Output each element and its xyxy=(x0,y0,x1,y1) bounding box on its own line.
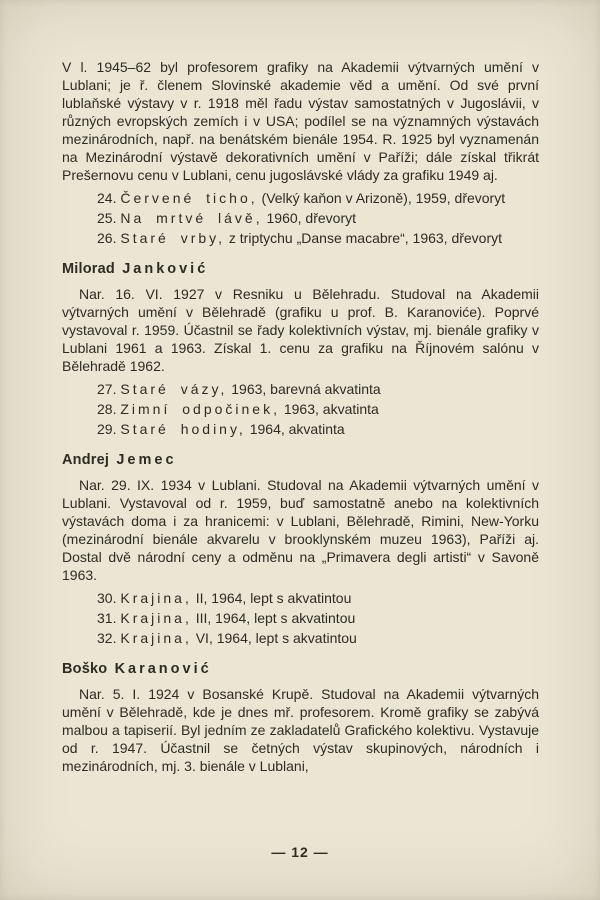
work-details: 1963, akvatinta xyxy=(283,401,379,417)
work-item-26 xyxy=(62,229,539,247)
work-item-27 xyxy=(62,380,539,398)
work-details: 1963, barevná akvatinta xyxy=(231,381,381,397)
work-title: Staré hodiny, xyxy=(120,421,246,437)
artist-bio: Nar. 29. IX. 1934 v Lublani. Studoval na Akademii výtvarných umění v Lublani. Vystavoval od r. 1959, buď samostatně anebo na kolektivních výstavách doma i za hranicemi: v Lublani, Bělehradě, Rimini, New-Yorku (mezinárodní bienále akvarelu v brooklynském muzeu 1963), Paříži aj. Dostal dvě národní ceny a odměnu na „Primavera degli artisti“ v Savoně 1963. xyxy=(62,477,539,583)
work-number: 32. xyxy=(97,630,117,646)
work-number: 28. xyxy=(97,401,117,417)
artist-last-name: Janković xyxy=(122,261,209,277)
work-item-28 xyxy=(62,400,539,418)
work-number: 29. xyxy=(97,421,117,437)
artist-first-name: Milorad xyxy=(62,261,115,277)
artist-bio: Nar. 16. VI. 1927 v Resniku u Bělehradu. Studoval na Akademii výtvarných umění v Bělehradě (grafiku u prof. B. Karanoviće). Poprvé vystavoval r. 1959. Účastnil se řady kolektivních výstav, mj. bienále grafiky v Lublani 1961 a 1963. Získal 1. cenu za grafiku na Říjnovém salónu v Bělehradě 1962. xyxy=(62,286,539,374)
artist-heading xyxy=(62,660,539,678)
intro-paragraph: V l. 1945–62 byl profesorem grafiky na Akademii výtvarných umění v Lublani; je ř. členem Slovinské akademie věd a umění. Od své první lublaňské výstavy v r. 1918 měl řadu výstav samostatných v Jugoslávii, v různých evropských zemích i v USA; podílel se na významných výstavách mezinárodních, např. na benátském bienále 1954. R. 1925 byl vyznamenán na Mezinárodní výstavě dekorativních umění v Paříži; dále získal třikrát Prešernovu cenu v Lublani, cenu jugoslávské vlády za grafiku 1949 aj. xyxy=(62,59,539,183)
work-number: 30. xyxy=(97,590,117,606)
work-details: 1960, dřevoryt xyxy=(266,210,356,226)
page-number: — 12 — xyxy=(271,844,329,860)
work-number: 31. xyxy=(97,610,117,626)
work-number: 27. xyxy=(97,381,117,397)
work-item-32 xyxy=(62,629,539,647)
work-title: Na mrtvé lávě, xyxy=(120,210,263,226)
work-item-31 xyxy=(62,609,539,627)
work-details: II, 1964, lept s akvatintou xyxy=(195,590,352,606)
work-title: Staré vázy, xyxy=(120,381,228,397)
page-content xyxy=(62,58,539,777)
section-karanovic xyxy=(62,660,539,775)
work-title: Krajina, xyxy=(120,590,192,606)
artist-first-name: Andrej xyxy=(62,452,110,468)
artist-last-name: Karanović xyxy=(114,661,212,677)
work-number: 25. xyxy=(97,210,117,226)
work-details: 1964, akvatinta xyxy=(249,421,345,437)
work-item-24 xyxy=(62,189,539,207)
works-list-intro xyxy=(62,189,539,247)
work-title: Staré vrby, xyxy=(120,230,226,246)
artist-heading xyxy=(62,451,539,469)
section-jemec xyxy=(62,451,539,647)
work-number: 26. xyxy=(97,230,117,246)
works-list-jemec xyxy=(62,589,539,647)
work-title: Zimní odpočinek, xyxy=(120,401,280,417)
artist-heading xyxy=(62,260,539,278)
section-jankovic xyxy=(62,260,539,438)
artist-bio: Nar. 5. I. 1924 v Bosanské Krupě. Studoval na Akademii výtvarných umění v Bělehradě, kde je dnes mř. profesorem. Kromě grafiky se zabývá malbou a tapiserií. Byl jedním ze zakladatelů Grafického kolektivu. Vystavuje od r. 1947. Účastnil se četných výstav skupinových, národních i mezinárodních, mj. 3. bienále v Lublani, xyxy=(62,686,539,774)
work-title: Krajina, xyxy=(120,610,192,626)
work-title: Červené ticho, xyxy=(120,190,258,206)
work-item-25 xyxy=(62,209,539,227)
work-details: VI, 1964, lept s akvatintou xyxy=(195,630,357,646)
work-details: (Velký kaňon v Arizoně), 1959, dřevoryt xyxy=(261,190,506,206)
works-list-jankovic xyxy=(62,380,539,438)
work-details: III, 1964, lept s akvatintou xyxy=(195,610,356,626)
work-title: Krajina, xyxy=(120,630,192,646)
work-item-30 xyxy=(62,589,539,607)
artist-last-name: Jemec xyxy=(116,452,177,468)
work-details: z triptychu „Danse macabre“, 1963, dřevoryt xyxy=(228,230,503,246)
work-number: 24. xyxy=(97,190,117,206)
artist-first-name: Boško xyxy=(62,661,108,677)
work-item-29 xyxy=(62,420,539,438)
